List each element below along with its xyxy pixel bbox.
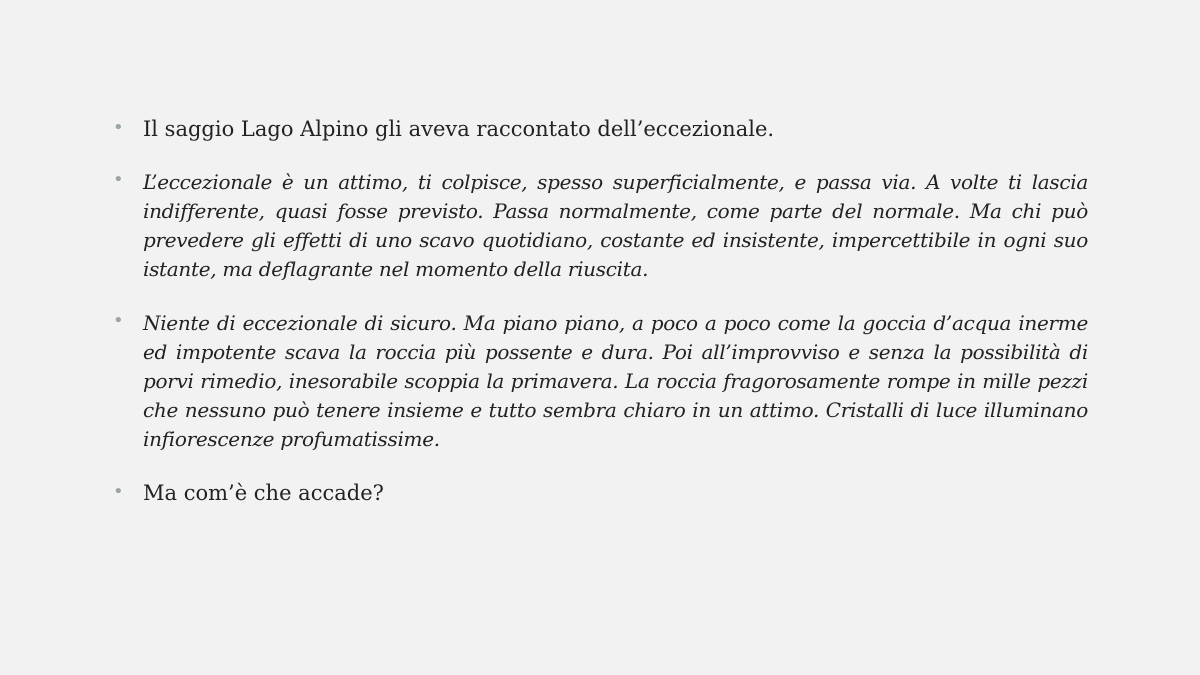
bullet-list bbox=[113, 115, 1088, 532]
bullet-dot-icon: • bbox=[113, 310, 124, 331]
bullet-dot-icon: • bbox=[113, 169, 124, 190]
bullet-text: Ma com’è che accade? bbox=[143, 481, 384, 505]
bullet-dot-icon: • bbox=[113, 481, 124, 502]
bullet-dot-icon: • bbox=[113, 117, 124, 138]
bullet-item bbox=[113, 309, 1088, 454]
bullet-text: Il saggio Lago Alpino gli aveva raccontato dell’eccezionale. bbox=[143, 117, 775, 141]
bullet-text: L’eccezionale è un attimo, ti colpisce, spesso superficialmente, e passa via. A volte ti lascia indifferente, quasi fosse previsto. Passa normalmente, come parte del normale. Ma chi può prevedere gli effetti di uno scavo quotidiano, costante ed insistente, impercettibile in ogni suo istante, ma deflagrante nel momento della riuscita. bbox=[143, 170, 1088, 281]
bullet-item bbox=[113, 168, 1088, 284]
bullet-text: Niente di eccezionale di sicuro. Ma piano piano, a poco a poco come la goccia d’acqua inerme ed impotente scava la roccia più possente e dura. Poi all’improvviso e senza la possibilità di porvi rimedio, inesorabile scoppia la primavera. La roccia fragorosamente rompe in mille pezzi che nessuno può tenere insieme e tutto sembra chiaro in un attimo. Cristalli di luce illuminano infiorescenze profumatissime. bbox=[143, 311, 1088, 451]
bullet-item bbox=[113, 115, 1088, 143]
bullet-item bbox=[113, 479, 1088, 507]
